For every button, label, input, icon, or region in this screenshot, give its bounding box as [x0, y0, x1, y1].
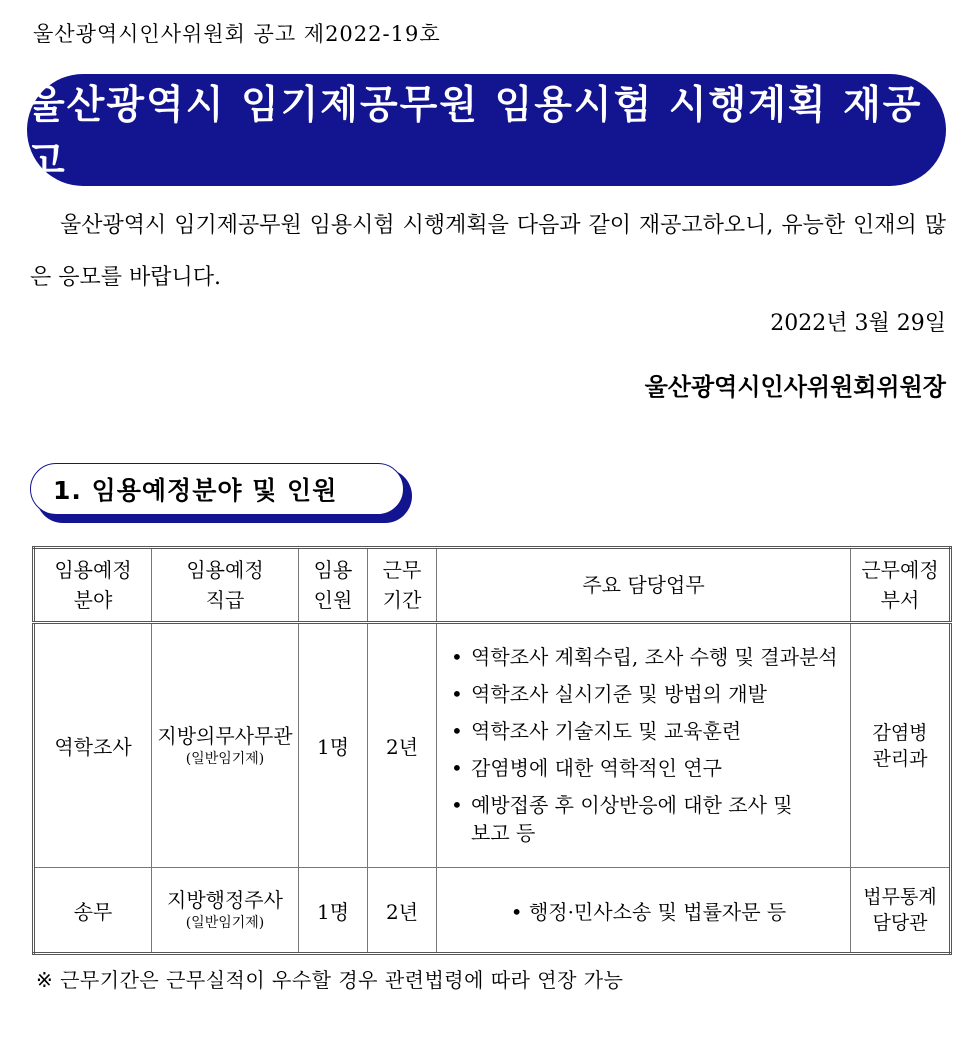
row-dept: 감염병 관리과	[851, 623, 951, 868]
row-dept: 법무통계 담당관	[851, 868, 951, 954]
header-grade: 임용예정 직급	[152, 548, 299, 623]
signer: 울산광역시인사위원회위원장	[644, 373, 946, 401]
footnote: ※ 근무기간은 근무실적이 우수할 경우 관련법령에 따라 연장 가능	[36, 968, 624, 992]
duty-item: • 역학조사 실시기준 및 방법의 개발	[447, 676, 846, 713]
duty-item: • 예방접종 후 이상반응에 대한 조사 및 보고 등	[447, 787, 846, 852]
title-banner	[27, 74, 946, 186]
header-period: 근무 기간	[368, 548, 437, 623]
header-duties: 주요 담당업무	[437, 548, 851, 623]
row-period: 2년	[368, 868, 437, 954]
header-field: 임용예정 분야	[34, 548, 152, 623]
row-grade	[152, 868, 299, 954]
page-title: 울산광역시 임기제공무원 임용시험 시행계획 재공고	[27, 83, 923, 184]
section-heading-box	[30, 463, 404, 515]
header-count: 임용 인원	[299, 548, 368, 623]
recruitment-table	[32, 546, 952, 955]
header-dept: 근무예정 부서	[851, 548, 951, 623]
section-heading-text: 1. 임용예정분야 및 인원	[53, 476, 338, 505]
duty-item: • 역학조사 계획수립, 조사 수행 및 결과분석	[447, 639, 846, 676]
duty-item: • 감염병에 대한 역학적인 연구	[447, 750, 846, 787]
table-row	[34, 623, 951, 868]
intro-text: 울산광역시 임기제공무원 임용시험 시행계획을 다음과 같이 재공고하오니, 유능한 인재의 많은 응모를 바랍니다.	[30, 213, 946, 290]
duty-list	[437, 629, 850, 862]
table-row	[34, 868, 951, 954]
duty-item: 행정·민사소송 및 법률자문 등	[528, 899, 787, 924]
notice-number: 울산광역시인사위원회 공고 제2022-19호	[33, 22, 441, 46]
section-heading	[30, 463, 412, 523]
grade-name: 지방의무사무관	[157, 723, 293, 748]
row-duties: • 행정·민사소송 및 법률자문 등	[437, 868, 851, 954]
duty-item: • 역학조사 기술지도 및 교육훈련	[447, 713, 846, 750]
grade-name: 지방행정주사	[167, 888, 283, 912]
table-header-row	[34, 548, 951, 623]
row-duties	[437, 623, 851, 868]
row-count: 1명	[299, 868, 368, 954]
row-field: 역학조사	[34, 623, 152, 868]
row-grade	[152, 623, 299, 868]
row-period: 2년	[368, 623, 437, 868]
row-count: 1명	[299, 623, 368, 868]
intro-paragraph	[30, 200, 946, 304]
row-field: 송무	[34, 868, 152, 954]
grade-type: (일반임기제)	[185, 915, 265, 931]
notice-date: 2022년 3월 29일	[770, 311, 946, 336]
grade-type: (일반임기제)	[185, 750, 265, 767]
